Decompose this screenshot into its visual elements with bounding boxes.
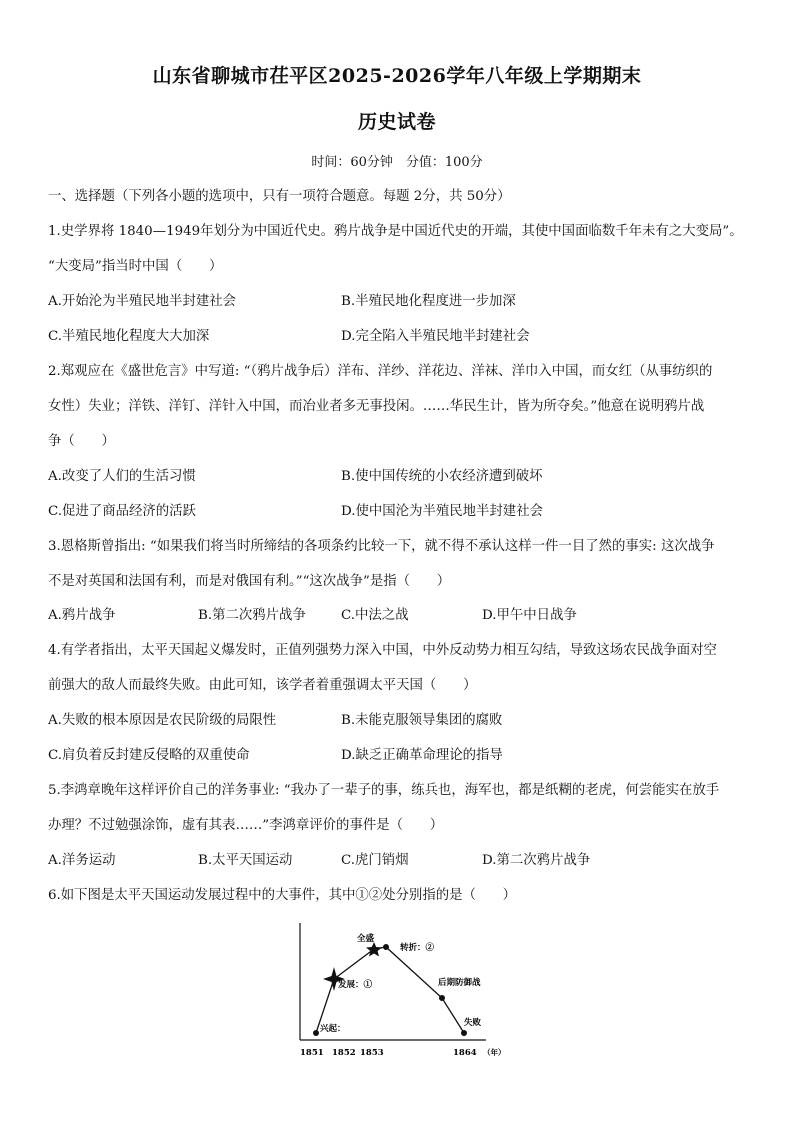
point-turn bbox=[383, 944, 389, 950]
q3-option-b[interactable]: B.第二次鸦片战争 bbox=[198, 608, 306, 623]
q2-option-c[interactable]: C.促进了商品经济的活跃 bbox=[48, 504, 196, 519]
trend-line bbox=[316, 947, 464, 1033]
tick-1853: 1853 bbox=[360, 1048, 384, 1058]
q5-option-a[interactable]: A.洋务运动 bbox=[48, 853, 116, 868]
label-peak: 全盛 bbox=[357, 934, 375, 944]
q1-option-a[interactable]: A.开始沦为半殖民地半封建社会 bbox=[48, 294, 237, 309]
q2-stem-line1: 2.郑观应在《盛世危言》中写道: “（鸦片战争后）洋布、洋纱、洋花边、洋袜、洋巾入中国，而女红（从事纺织的 bbox=[48, 364, 713, 379]
q5-option-b[interactable]: B.太平天国运动 bbox=[198, 853, 293, 868]
label-late: 后期防御战 bbox=[438, 978, 481, 988]
exam-subtitle: 历史试卷 bbox=[357, 111, 436, 133]
point-rise bbox=[313, 1030, 319, 1036]
q2-option-a[interactable]: A.改变了人们的生活习惯 bbox=[48, 469, 196, 484]
q3-stem-line1: 3.恩格斯曾指出: “如果我们将当时所缔结的各项条约比较一下，就不得不承认这样一件一目了然的事实: 这次战争 bbox=[48, 539, 715, 554]
q2-option-d[interactable]: D.使中国沦为半殖民地半封建社会 bbox=[341, 504, 543, 519]
q2-stem-line3: 争（ ） bbox=[48, 434, 115, 449]
q3-option-c[interactable]: C.中法之战 bbox=[341, 608, 409, 623]
q4-stem-line2: 前强大的敌人而最终失败。由此可知，该学者着重强调太平天国（ ） bbox=[48, 678, 477, 693]
q3-stem-line2: 不是对英国和法国有利，而是对俄国有利。”“这次战争”是指（ ） bbox=[48, 574, 451, 589]
label-fail: 失败 bbox=[464, 1018, 482, 1028]
point-late bbox=[439, 995, 445, 1001]
label-develop: 发展：① bbox=[338, 980, 373, 990]
tick-1851: 1851 bbox=[300, 1048, 324, 1058]
label-rise: 兴起： bbox=[320, 1024, 346, 1034]
q1-option-c[interactable]: C.半殖民地化程度大大加深 bbox=[48, 329, 210, 344]
q1-option-b[interactable]: B.半殖民地化程度进一步加深 bbox=[341, 294, 516, 309]
taiping-timeline-chart bbox=[290, 915, 520, 1065]
q4-option-d[interactable]: D.缺乏正确革命理论的指导 bbox=[341, 748, 503, 763]
q4-option-a[interactable]: A.失败的根本原因是农民阶级的局限性 bbox=[48, 713, 277, 728]
star-peak bbox=[366, 942, 382, 957]
exam-title: 山东省聊城市茌平区2025-2026学年八年级上学期期末 bbox=[152, 65, 642, 87]
q2-stem-line2: 女性）失业；洋铁、洋钉、洋针入中国，而冶业者多无事投闲。……华民生计，皆为所夺矣。”他意在说明鸦片战 bbox=[48, 399, 705, 414]
q2-option-b[interactable]: B.使中国传统的小农经济遭到破坏 bbox=[341, 469, 543, 484]
tick-1852: 1852 bbox=[332, 1048, 356, 1058]
q1-stem-line1: 1.史学界将 1840—1949年划分为中国近代史。鸦片战争是中国近代史的开端，其使中国面临数千年未有之大变局”。 bbox=[48, 224, 743, 239]
q4-option-c[interactable]: C.肩负着反封建反侵略的双重使命 bbox=[48, 748, 250, 763]
exam-meta: 时间：60分钟 分值：100分 bbox=[311, 155, 483, 170]
q3-option-d[interactable]: D.甲午中日战争 bbox=[482, 608, 577, 623]
q5-stem-line1: 5.李鸿章晚年这样评价自己的洋务事业: “我办了一辈子的事，练兵也，海军也，都是纸糊的老虎，何尝能实在放手 bbox=[48, 783, 720, 798]
q1-option-d[interactable]: D.完全陷入半殖民地半封建社会 bbox=[341, 329, 530, 344]
q5-stem-line2: 办理？不过勉强涂饰，虚有其表……”李鸿章评价的事件是（ ） bbox=[48, 818, 444, 833]
section-heading: 一、选择题（下列各小题的选项中，只有一项符合题意。每题 2分，共 50分） bbox=[48, 189, 511, 204]
q3-option-a[interactable]: A.鸦片战争 bbox=[48, 608, 116, 623]
q1-stem-line2: “大变局”指当时中国（ ） bbox=[48, 259, 223, 274]
label-turn: 转折：② bbox=[400, 943, 435, 953]
point-fail bbox=[461, 1030, 467, 1036]
q6-stem-line1: 6.如下图是太平天国运动发展过程中的大事件，其中①②处分别指的是（ ） bbox=[48, 888, 517, 903]
x-unit: （年） bbox=[483, 1048, 506, 1057]
q4-option-b[interactable]: B.未能克服领导集团的腐败 bbox=[341, 713, 503, 728]
q4-stem-line1: 4.有学者指出，太平天国起义爆发时，正值列强势力深入中国，中外反动势力相互勾结，导致这场农民战争面对空 bbox=[48, 643, 717, 658]
q5-option-c[interactable]: C.虎门销烟 bbox=[341, 853, 409, 868]
q5-option-d[interactable]: D.第二次鸦片战争 bbox=[482, 853, 591, 868]
tick-1864: 1864 bbox=[453, 1048, 477, 1058]
